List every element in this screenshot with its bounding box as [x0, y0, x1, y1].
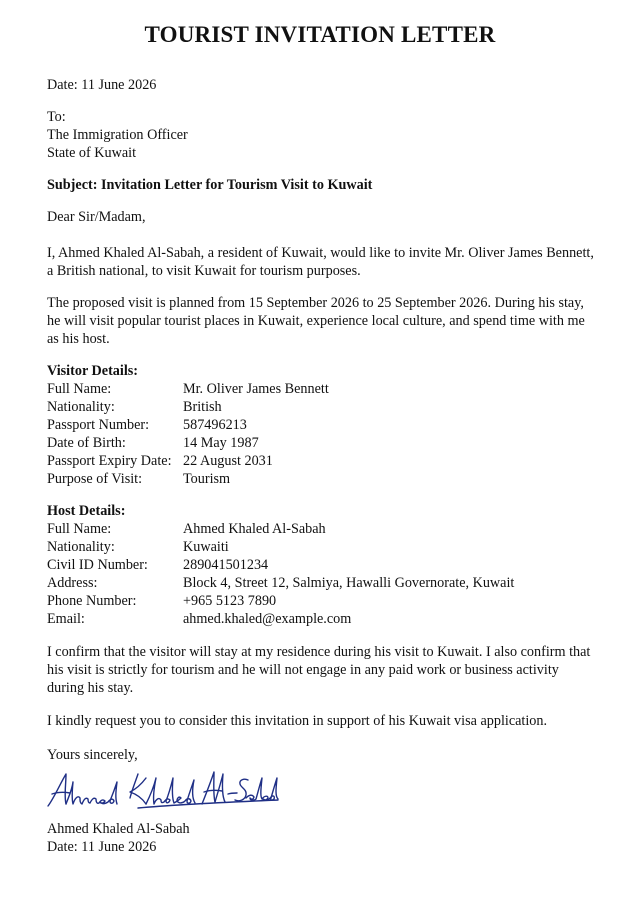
visitor-row-value: 587496213	[183, 417, 247, 433]
host-row-label: Civil ID Number:	[47, 557, 148, 573]
signer-date: Date: 11 June 2026	[47, 839, 157, 855]
closing-line: Yours sincerely,	[47, 747, 138, 763]
paragraph-visit-plan: The proposed visit is planned from 15 September 2026 to 25 September 2026. During his stay, he will visit popular tourist places in Kuwait, experience local culture, and spend time with me as his host.	[47, 295, 585, 347]
host-row-value: Block 4, Street 12, Salmiya, Hawalli Governorate, Kuwait	[183, 575, 515, 591]
subject-line: Subject: Invitation Letter for Tourism Visit to Kuwait	[47, 177, 373, 193]
signature-strokes	[48, 772, 278, 808]
signer-name: Ahmed Khaled Al-Sabah	[47, 821, 190, 837]
handwritten-signature	[42, 768, 282, 814]
host-row-label: Address:	[47, 575, 98, 591]
paragraph-request: I kindly request you to consider this invitation in support of his Kuwait visa application.	[47, 713, 548, 729]
visitor-row-value: Mr. Oliver James Bennett	[183, 381, 329, 397]
letter-date: Date: 11 June 2026	[47, 77, 157, 93]
visitor-row-label: Nationality:	[47, 399, 115, 415]
paragraph-invitation: I, Ahmed Khaled Al-Sabah, a resident of Kuwait, would like to invite Mr. Oliver James Bennett, a British national, to visit Kuwait for tourism purposes.	[47, 245, 594, 279]
recipient-line-1: The Immigration Officer	[47, 127, 188, 143]
letter-title: TOURIST INVITATION LETTER	[144, 22, 496, 47]
host-row-value: Kuwaiti	[183, 539, 229, 555]
visitor-row-value: 22 August 2031	[183, 453, 273, 469]
host-row-label: Nationality:	[47, 539, 115, 555]
host-row-value: Ahmed Khaled Al-Sabah	[183, 521, 326, 537]
host-row-label: Phone Number:	[47, 593, 137, 609]
host-row-label: Email:	[47, 611, 85, 627]
visitor-row-label: Purpose of Visit:	[47, 471, 143, 487]
host-row-label: Full Name:	[47, 521, 112, 537]
host-row-value: +965 5123 7890	[183, 593, 277, 609]
host-row-value: ahmed.khaled@example.com	[183, 611, 352, 627]
visitor-details-heading: Visitor Details:	[47, 363, 139, 379]
host-details-heading: Host Details:	[47, 503, 126, 519]
recipient-label: To:	[47, 109, 66, 125]
visitor-row-label: Passport Expiry Date:	[47, 453, 172, 469]
recipient-line-2: State of Kuwait	[47, 145, 137, 161]
visitor-row-label: Date of Birth:	[47, 435, 126, 451]
visitor-row-value: British	[183, 399, 222, 415]
visitor-row-label: Passport Number:	[47, 417, 150, 433]
visitor-row-value: Tourism	[183, 471, 231, 487]
visitor-row-value: 14 May 1987	[183, 435, 259, 451]
host-row-value: 289041501234	[183, 557, 269, 573]
visitor-row-label: Full Name:	[47, 381, 112, 397]
paragraph-confirmation: I confirm that the visitor will stay at my residence during his visit to Kuwait. I also confirm that his visit is strictly for tourism and he will not engage in any paid work or business activity during his stay.	[47, 644, 591, 696]
salutation: Dear Sir/Madam,	[47, 209, 146, 225]
